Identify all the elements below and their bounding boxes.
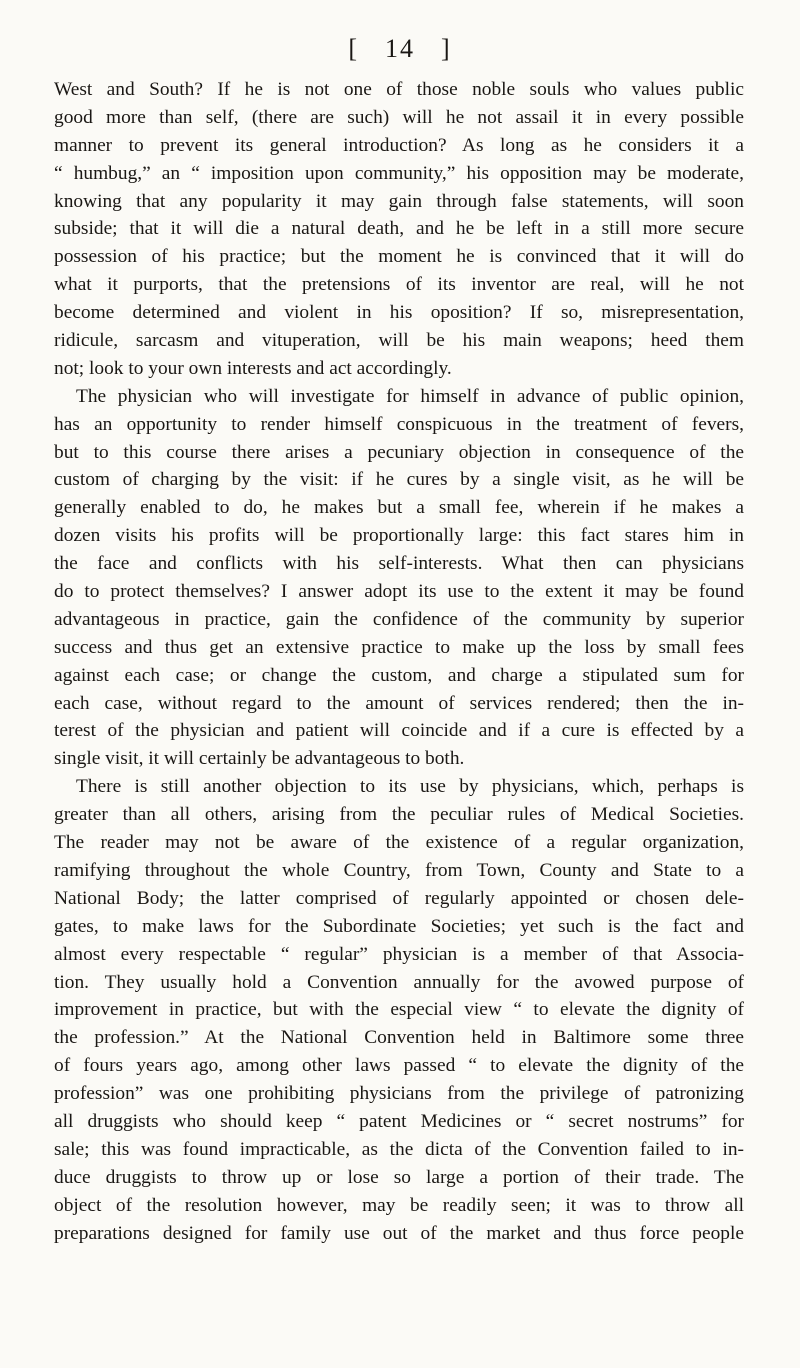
text-line: “ humbug,” an “ imposition upon community,” his opposition may be moderate, bbox=[54, 162, 744, 184]
page-number: 14 bbox=[385, 34, 415, 63]
text-line: duce druggists to throw up or lose so large a portion of their trade. The bbox=[54, 1166, 744, 1188]
text-line: has an opportunity to render himself conspicuous in the treatment of fevers, bbox=[54, 413, 744, 435]
text-line: of fours years ago, among other laws passed “ to elevate the dignity of the bbox=[54, 1055, 744, 1077]
text-line: National Body; the latter comprised of regularly appointed or chosen dele- bbox=[54, 887, 744, 909]
text-line: tion. They usually hold a Convention annually for the avowed purpose of bbox=[54, 971, 744, 993]
text-line: The reader may not be aware of the existence of a regular organization, bbox=[54, 832, 744, 854]
body-text bbox=[54, 76, 744, 1247]
text-line: profession” was one prohibiting physicians from the privilege of patronizing bbox=[54, 1083, 744, 1105]
text-line: what it purports, that the pretensions of its inventor are real, will he not bbox=[54, 274, 744, 296]
text-line: terest of the physician and patient will coincide and if a cure is effected by a bbox=[54, 720, 744, 742]
text-line: possession of his practice; but the moment he is convinced that it will do bbox=[54, 246, 744, 268]
text-line: manner to prevent its general introduction? As long as he considers it a bbox=[54, 134, 744, 156]
page-header bbox=[0, 34, 800, 64]
text-line: custom of charging by the visit: if he cures by a single visit, as he will be bbox=[54, 469, 744, 491]
text-line: generally enabled to do, he makes but a small fee, wherein if he makes a bbox=[54, 497, 744, 519]
text-line: but to this course there arises a pecuniary objection in consequence of the bbox=[54, 441, 744, 463]
bracket-right: ] bbox=[441, 34, 452, 63]
text-line: ridicule, sarcasm and vituperation, will be his main weapons; heed them bbox=[54, 330, 744, 352]
text-line: preparations designed for family use out of the market and thus force people bbox=[54, 1222, 744, 1244]
text-line: greater than all others, arising from the peculiar rules of Medical Societies. bbox=[54, 804, 744, 826]
text-line: ramifying throughout the whole Country, from Town, County and State to a bbox=[54, 859, 744, 881]
text-line: gates, to make laws for the Subordinate Societies; yet such is the fact and bbox=[54, 915, 744, 937]
text-line: not; look to your own interests and act accordingly. bbox=[54, 357, 452, 379]
bracket-left: [ bbox=[348, 34, 359, 63]
text-line: There is still another objection to its use by physicians, which, perhaps is bbox=[76, 776, 744, 798]
text-line: West and South? If he is not one of those noble souls who values public bbox=[54, 79, 744, 100]
text-line: become determined and violent in his oposition? If so, misrepresentation, bbox=[54, 302, 744, 324]
text-line: sale; this was found impracticable, as the dicta of the Convention failed to in- bbox=[54, 1138, 744, 1160]
text-line: The physician who will investigate for himself in advance of public opinion, bbox=[76, 385, 744, 407]
text-line: advantageous in practice, gain the confidence of the community by superior bbox=[54, 608, 744, 630]
text-line: against each case; or change the custom, and charge a stipulated sum for bbox=[54, 664, 744, 686]
text-line: the face and conflicts with his self-interests. What then can physicians bbox=[54, 553, 744, 575]
text-line: knowing that any popularity it may gain through false statements, will soon bbox=[54, 190, 744, 212]
text-line: object of the resolution however, may be readily seen; it was to throw all bbox=[54, 1194, 744, 1216]
text-line: dozen visits his profits will be proportionally large: this fact stares him in bbox=[54, 525, 744, 547]
text-line: improvement in practice, but with the especial view “ to elevate the dignity of bbox=[54, 999, 744, 1021]
text-line: all druggists who should keep “ patent Medicines or “ secret nostrums” for bbox=[54, 1110, 744, 1132]
text-line: subside; that it will die a natural death, and he be left in a still more secure bbox=[54, 218, 744, 240]
text-line: the profession.” At the National Convention held in Baltimore some three bbox=[54, 1027, 744, 1049]
text-line: good more than self, (there are such) will he not assail it in every possible bbox=[54, 106, 744, 128]
text-line: do to protect themselves? I answer adopt its use to the extent it may be found bbox=[54, 581, 744, 603]
text-line: almost every respectable “ regular” physician is a member of that Associa- bbox=[54, 943, 744, 965]
text-line: each case, without regard to the amount of services rendered; then the in- bbox=[54, 692, 744, 714]
text-line: single visit, it will certainly be advantageous to both. bbox=[54, 748, 465, 770]
text-line: success and thus get an extensive practice to make up the loss by small fees bbox=[54, 636, 744, 658]
